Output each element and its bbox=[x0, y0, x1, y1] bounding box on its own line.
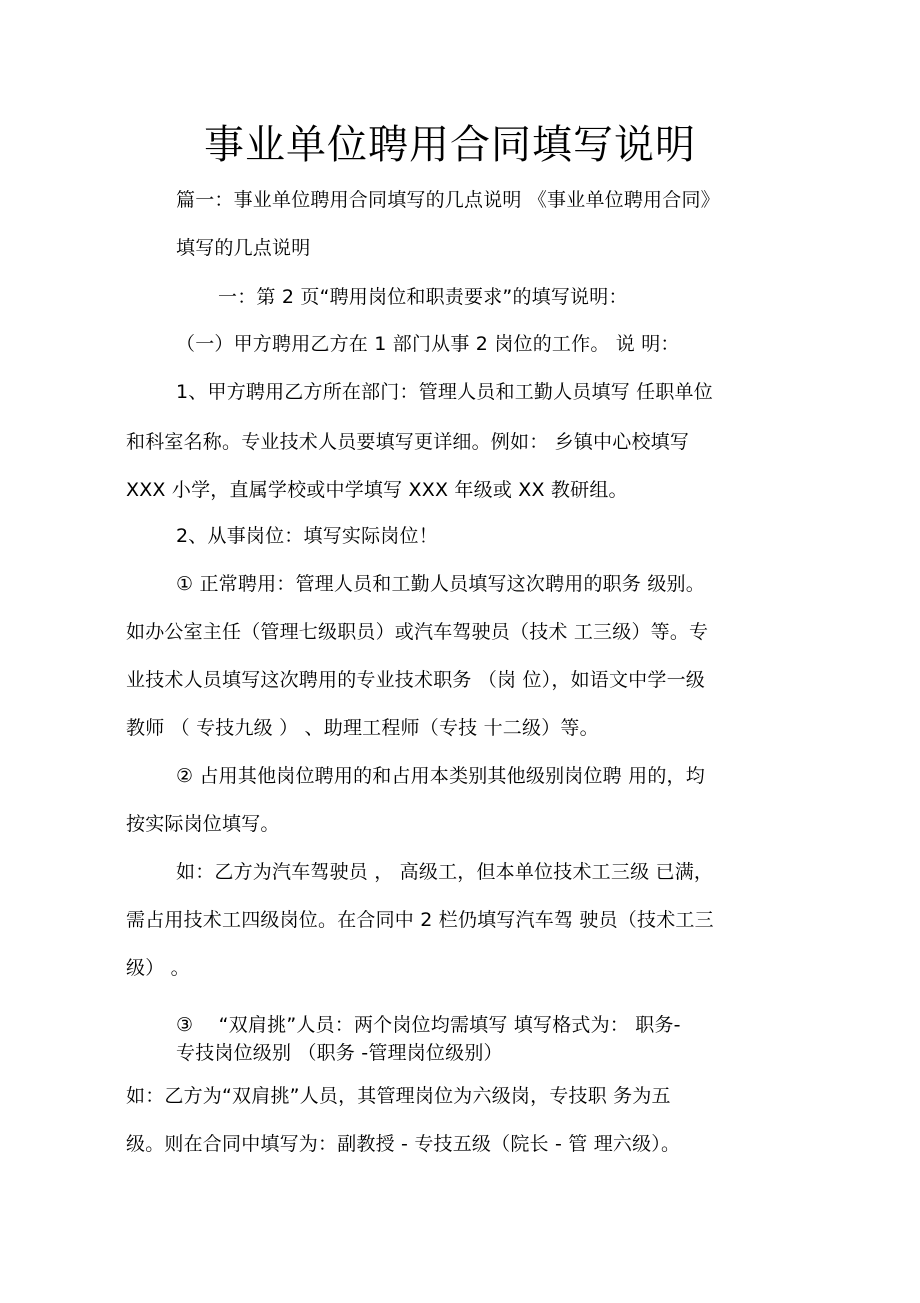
text-line: 级。则在合同中填写为：副教授 - 专技五级（院长 - 管 理六级）。 bbox=[126, 1133, 681, 1155]
text-line: 2、从事岗位：填写实际岗位！ bbox=[176, 525, 438, 547]
text-line: 篇一：事业单位聘用合同填写的几点说明 《事业单位聘用合同》 bbox=[176, 189, 720, 211]
text-line: 需占用技术工四级岗位。在合同中 2 栏仍填写汽车驾 驶员（技术工三 bbox=[126, 909, 714, 931]
text-line: 填写的几点说明 bbox=[176, 237, 311, 259]
text-line: 如：乙方为汽车驾驶员 ， 高级工，但本单位技术工三级 已满， bbox=[176, 861, 714, 883]
text-line: 级） 。 bbox=[126, 957, 190, 979]
text-line: 教师 （ 专技九级 ） 、助理工程师（专技 十二级）等。 bbox=[126, 717, 599, 739]
text-line: 如：乙方为“双肩挑”人员，其管理岗位为六级岗，专技职 务为五 bbox=[126, 1085, 671, 1107]
text-line: ③ “双肩挑”人员：两个岗位均需填写 填写格式为： 职务- bbox=[176, 1014, 681, 1036]
text-line: 业技术人员填写这次聘用的专业技术职务 （岗 位），如语文中学一级 bbox=[126, 669, 705, 691]
text-line: （一）甲方聘用乙方在 1 部门从事 2 岗位的工作。 说 明： bbox=[176, 333, 680, 355]
text-line: 按实际岗位填写。 bbox=[126, 813, 280, 835]
text-line: 一：第 2 页“聘用岗位和职责要求”的填写说明： bbox=[218, 286, 628, 308]
text-line: 和科室名称。专业技术人员要填写更详细。例如： 乡镇中心校填写 bbox=[126, 431, 690, 453]
text-line: 如办公室主任（管理七级职员）或汽车驾驶员（技术 工三级）等。专 bbox=[126, 621, 709, 643]
text-line: 1、甲方聘用乙方所在部门：管理人员和工勤人员填写 任职单位 bbox=[176, 381, 713, 403]
text-line: XXX 小学，直属学校或中学填写 XXX 年级或 XX 教研组。 bbox=[126, 479, 628, 501]
text-line: ① 正常聘用：管理人员和工勤人员填写这次聘用的职务 级别。 bbox=[176, 573, 705, 595]
text-line: ② 占用其他岗位聘用的和占用本类别其他级别岗位聘 用的，均 bbox=[176, 765, 705, 787]
document-title: 事业单位聘用合同填写说明 bbox=[204, 122, 696, 168]
text-line: 专技岗位级别 （职务 -管理岗位级别） bbox=[176, 1042, 503, 1064]
